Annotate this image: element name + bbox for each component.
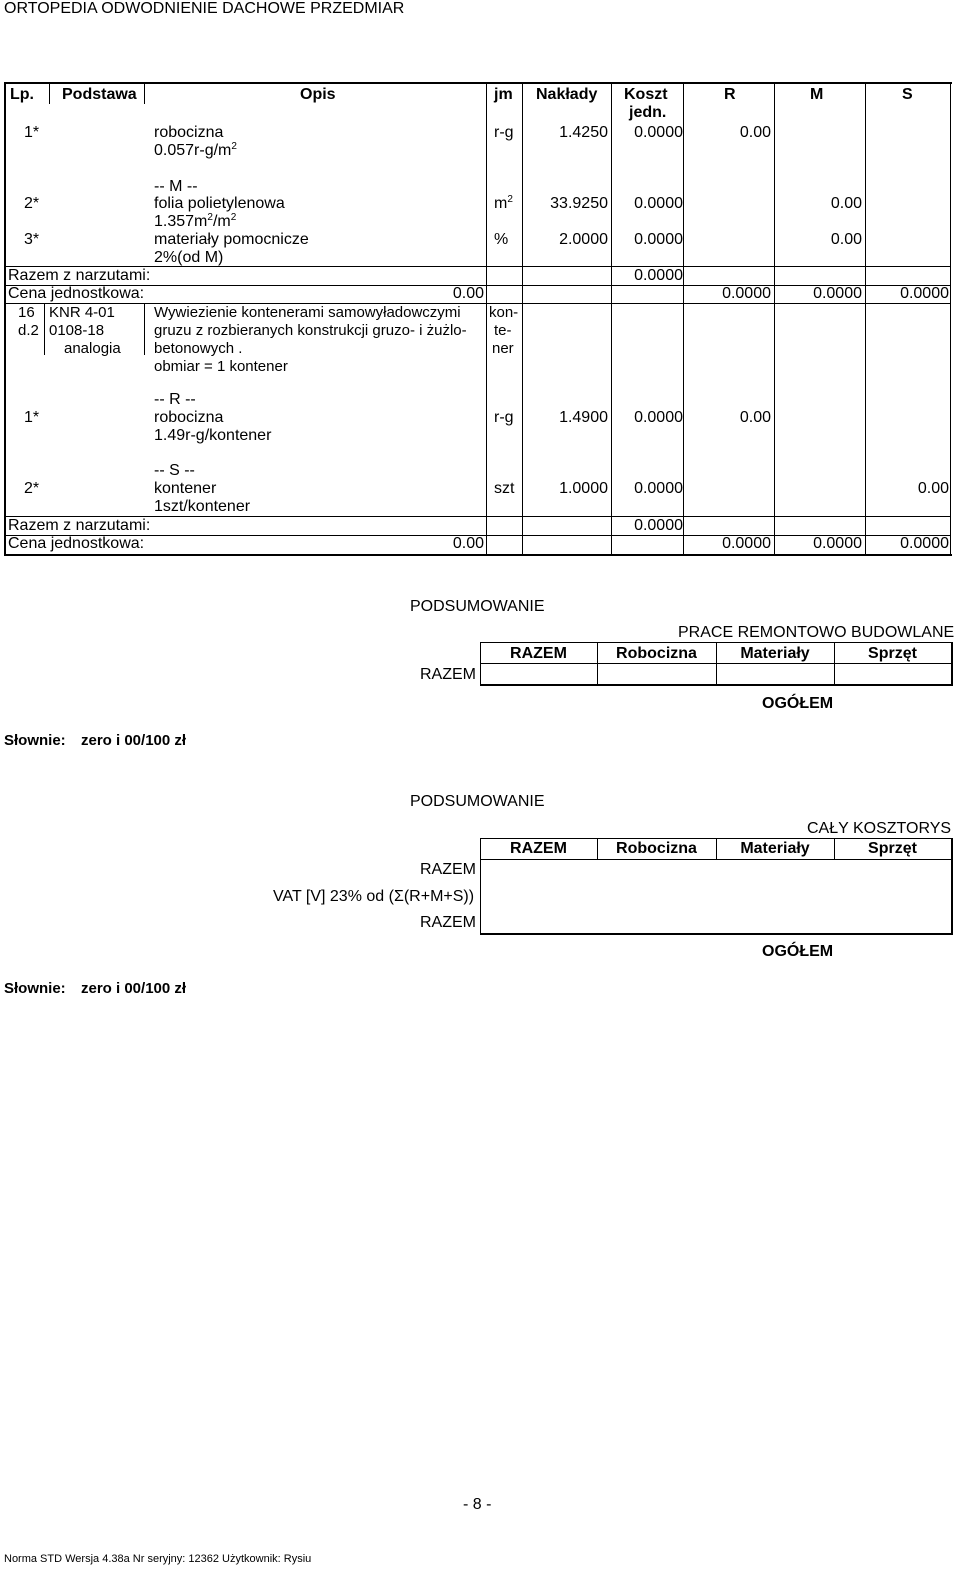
- total-label: OGÓŁEM: [762, 943, 834, 960]
- col-podstawa: Podstawa: [62, 86, 137, 103]
- col-lp: Lp.: [10, 86, 34, 103]
- section-r: -- R --: [154, 391, 196, 408]
- razem-label: Razem z narzutami:: [8, 517, 151, 534]
- section-m: -- M --: [154, 178, 198, 195]
- header-top-rule: [4, 82, 952, 84]
- col-divider: [486, 82, 487, 556]
- col-m: M: [810, 86, 824, 103]
- col-divider: [774, 82, 775, 556]
- vat-label: VAT [V] 23% od (Σ(R+M+S)): [273, 888, 475, 905]
- summary-subtitle: PRACE REMONTOWO BUDOWLANE: [678, 624, 955, 641]
- page-number: - 8 -: [463, 1496, 492, 1513]
- summary-title: PODSUMOWANIE: [410, 793, 545, 810]
- cena-value: 0.00: [452, 285, 484, 302]
- table-right-border: [950, 82, 951, 556]
- col-divider: [49, 82, 50, 104]
- razem-value: 0.0000: [634, 517, 683, 534]
- col-naklady: Nakłady: [536, 86, 598, 103]
- col-koszt: Koszt: [624, 86, 668, 103]
- col-koszt-jedn: jedn.: [629, 104, 667, 121]
- col-opis: Opis: [300, 86, 336, 103]
- col-s: S: [902, 86, 913, 103]
- col-jm: jm: [494, 86, 513, 103]
- table-left-border: [4, 82, 6, 556]
- page-title: ORTOPEDIA ODWODNIENIE DACHOWE PRZEDMIAR: [4, 0, 405, 17]
- razem-label: Razem z narzutami:: [8, 267, 151, 284]
- section-s: -- S --: [154, 462, 195, 479]
- summary-subtitle: CAŁY KOSZTORYS: [807, 820, 952, 837]
- cena-value: 0.00: [452, 535, 484, 552]
- footer: Norma STD Wersja 4.38a Nr seryjny: 12362 Użytkownik: Rysiu: [4, 1553, 312, 1565]
- cena-label: Cena jednostkowa:: [8, 285, 145, 302]
- col-divider: [144, 82, 145, 104]
- razem-value: 0.0000: [634, 267, 683, 284]
- cena-label: Cena jednostkowa:: [8, 535, 145, 552]
- summary-title: PODSUMOWANIE: [410, 598, 545, 615]
- total-label: OGÓŁEM: [762, 695, 834, 712]
- col-divider: [683, 82, 684, 556]
- col-r: R: [724, 86, 736, 103]
